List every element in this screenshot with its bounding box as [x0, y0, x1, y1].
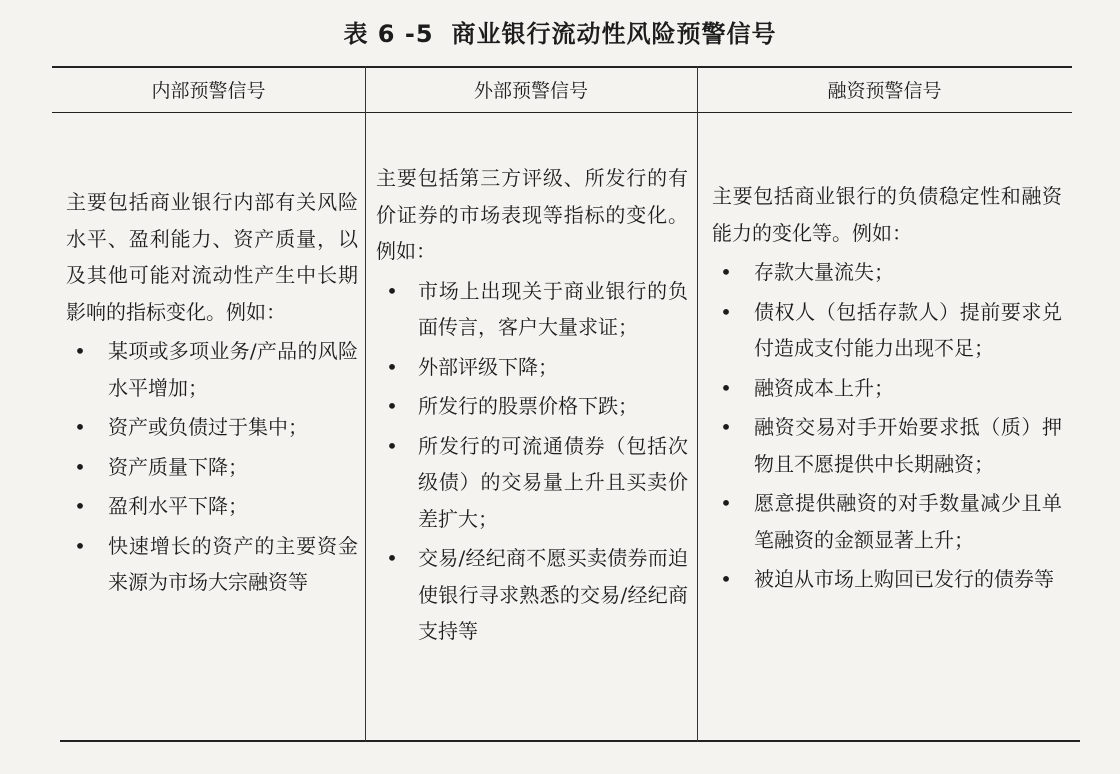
list-item-text: 市场上出现关于商业银行的负面传言，客户大量求证； — [418, 278, 688, 339]
list-item-text: 资产或负债过于集中； — [108, 415, 308, 439]
list-item — [376, 273, 688, 346]
bullet-icon: • — [386, 354, 398, 379]
external-signals-cell — [376, 160, 688, 650]
list-item — [66, 333, 358, 406]
list-item — [66, 409, 358, 446]
signal-list — [376, 273, 688, 650]
bullet-icon: • — [386, 394, 398, 418]
table-top-rule — [52, 66, 1072, 68]
bullet-icon: • — [74, 533, 86, 558]
column-header-external: 外部预警信号 — [473, 80, 588, 102]
cell-intro: 主要包括商业银行的负债稳定性和融资能力的变化等。例如： — [712, 184, 1062, 245]
table-number: 表 6 -5 — [343, 20, 434, 48]
list-item-text: 外部评级下降； — [418, 354, 558, 379]
list-item-text: 所发行的可流通债券（包括次级债）的交易量上升且买卖价差扩大； — [418, 433, 688, 531]
list-item — [66, 528, 358, 601]
list-item — [712, 294, 1062, 367]
bullet-icon: • — [386, 278, 398, 303]
bullet-icon: • — [720, 375, 732, 400]
table-title: 商业银行流动性风险预警信号 — [451, 20, 777, 48]
table-header-rule — [52, 112, 1072, 113]
column-divider — [365, 66, 366, 742]
bullet-icon: • — [74, 454, 86, 479]
bullet-icon: • — [386, 546, 398, 570]
bullet-icon: • — [720, 415, 732, 439]
cell-intro: 主要包括商业银行内部有关风险水平、盈利能力、资产质量，以及其他可能对流动性产生中长期影响的指标变化。例如： — [66, 190, 358, 324]
list-item-text: 某项或多项业务/产品的风险水平增加； — [108, 339, 358, 400]
signal-list — [712, 254, 1062, 598]
table-bottom-rule — [60, 740, 1080, 742]
bullet-icon: • — [386, 433, 398, 458]
bullet-icon: • — [720, 260, 732, 284]
list-item-text: 快速增长的资产的主要资金来源为市场大宗融资等 — [108, 533, 358, 594]
list-item — [712, 254, 1062, 291]
list-item-text: 融资成本上升； — [754, 375, 894, 400]
bullet-icon: • — [74, 494, 86, 518]
list-item-text: 融资交易对手开始要求抵（质）押物且不愿提供中长期融资； — [754, 415, 1062, 476]
internal-signals-cell — [66, 184, 358, 601]
list-item — [376, 428, 688, 538]
list-item-text: 被迫从市场上购回已发行的债券等 — [754, 567, 1054, 591]
bullet-icon: • — [720, 491, 732, 515]
column-divider — [697, 66, 698, 742]
bullet-icon: • — [720, 299, 732, 324]
table-caption — [0, 14, 1120, 49]
list-item-text: 愿意提供融资的对手数量减少且单笔融资的金额显著上升； — [754, 491, 1062, 552]
list-item — [376, 349, 688, 386]
list-item — [712, 409, 1062, 482]
list-item-text: 盈利水平下降； — [108, 494, 248, 518]
list-item-text: 所发行的股票价格下跌； — [418, 394, 638, 418]
bullet-icon: • — [74, 415, 86, 439]
cell-intro: 主要包括第三方评级、所发行的有价证券的市场表现等指标的变化。例如： — [376, 166, 688, 263]
list-item-text: 资产质量下降； — [108, 454, 248, 479]
list-item — [376, 388, 688, 425]
list-item-text: 债权人（包括存款人）提前要求兑付造成支付能力出现不足； — [754, 299, 1062, 360]
column-header-internal: 内部预警信号 — [151, 80, 266, 102]
list-item-text: 存款大量流失； — [754, 260, 894, 284]
list-item — [66, 488, 358, 525]
signal-list — [66, 333, 358, 601]
list-item — [712, 370, 1062, 407]
list-item — [376, 540, 688, 650]
list-item — [66, 449, 358, 486]
list-item — [712, 485, 1062, 558]
bullet-icon: • — [74, 339, 86, 363]
bullet-icon: • — [720, 567, 732, 591]
list-item — [712, 561, 1062, 598]
column-header-financing: 融资预警信号 — [827, 80, 942, 102]
financing-signals-cell — [712, 178, 1062, 598]
list-item-text: 交易/经纪商不愿买卖债券而迫使银行寻求熟悉的交易/经纪商支持等 — [418, 546, 688, 643]
